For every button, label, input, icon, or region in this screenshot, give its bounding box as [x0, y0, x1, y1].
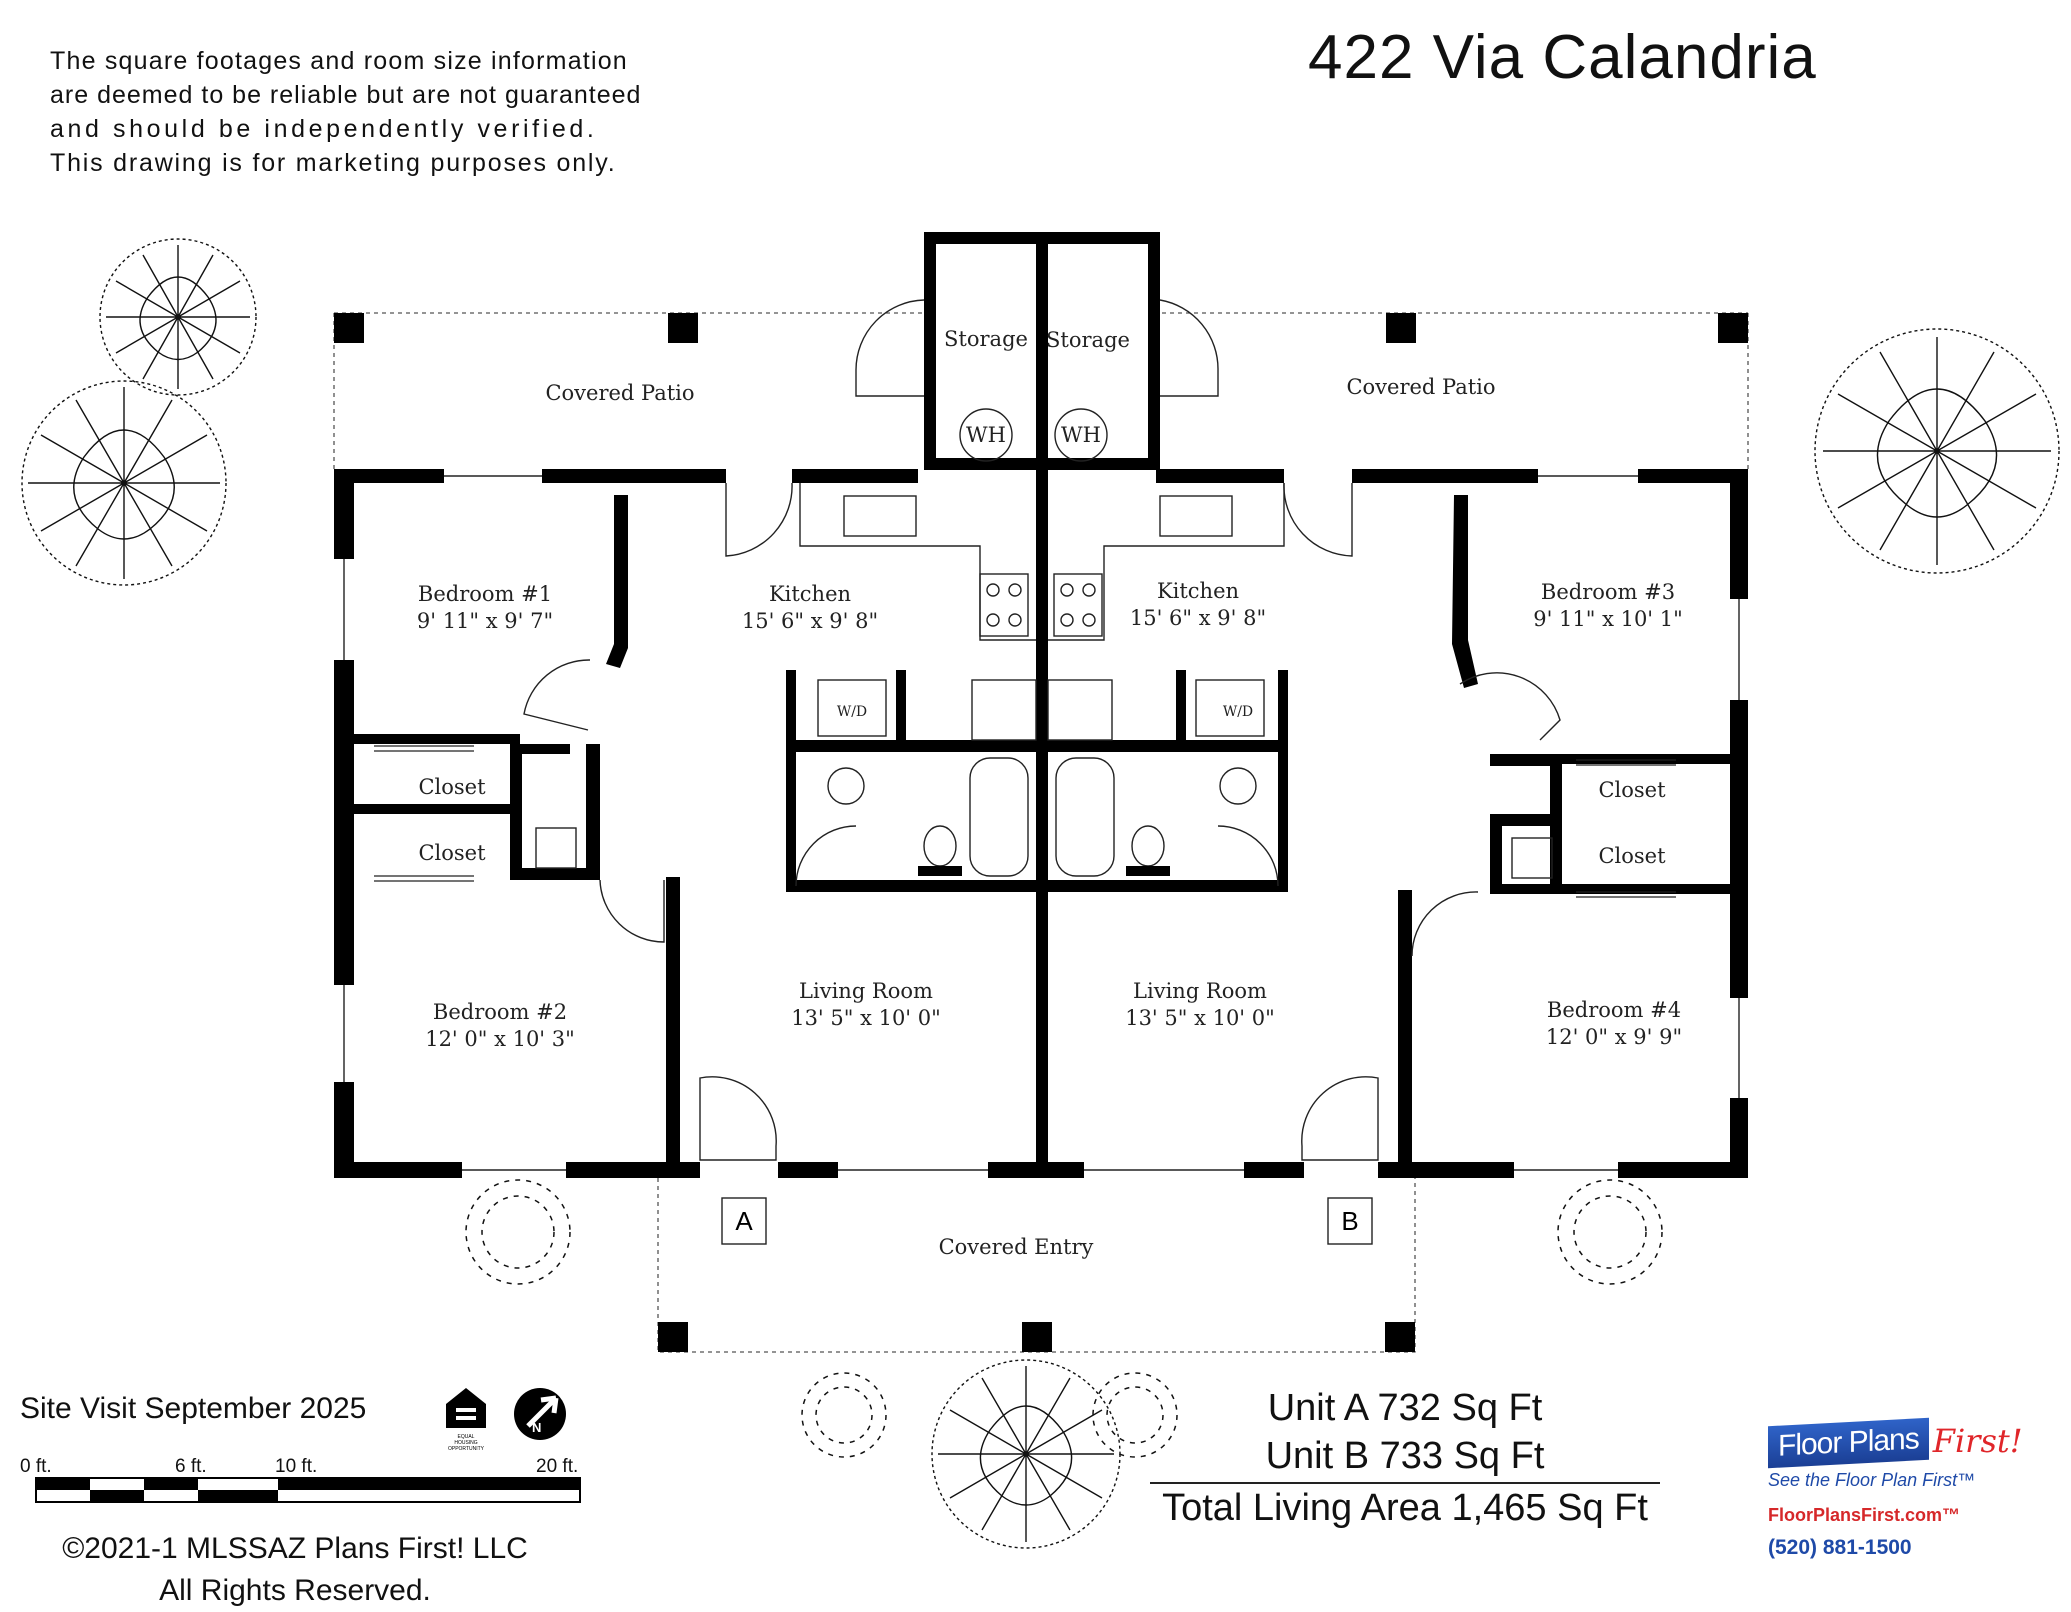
total-area: Total Living Area 1,465 Sq Ft: [1150, 1482, 1660, 1532]
room-name: Kitchen: [768, 582, 852, 606]
scale-label: 6 ft.: [175, 1456, 207, 1477]
room-size: 15' 6" x 9' 8": [741, 609, 879, 633]
covered-entry-label: Covered Entry: [938, 1235, 1094, 1259]
covered-patio-label: Covered Patio: [545, 381, 695, 405]
room-size: 9' 11" x 10' 1": [1533, 607, 1683, 631]
room-name: Living Room: [1133, 979, 1267, 1003]
svg-text:EQUAL: EQUAL: [457, 1434, 475, 1440]
closet-label: Closet: [418, 841, 486, 865]
brand-tagline: See the Floor Plan First™: [1768, 1470, 1976, 1490]
storage-label: Storage: [1046, 328, 1130, 352]
disclaimer-line: and should be independently verified.: [50, 115, 598, 143]
room-size: 15' 6" x 9' 8": [1129, 606, 1267, 630]
disclaimer-line: are deemed to be reliable but are not guaranteed: [50, 81, 642, 109]
washer-dryer-label: W/D: [1222, 704, 1254, 720]
north-arrow-icon: [514, 1388, 566, 1440]
copyright: [0, 1528, 590, 1612]
disclaimer-line: This drawing is for marketing purposes only.: [50, 149, 617, 177]
equal-housing-icon: [446, 1388, 486, 1452]
brand-url: FloorPlansFirst.com™: [1768, 1505, 1961, 1525]
brand-first: First!: [1932, 1422, 2023, 1460]
scale-label: 20 ft.: [536, 1456, 579, 1477]
closet-label: Closet: [1598, 844, 1666, 868]
room-name: Kitchen: [1156, 579, 1240, 603]
room-size: 13' 5" x 10' 0": [791, 1006, 941, 1030]
room-size: 12' 0" x 9' 9": [1545, 1025, 1683, 1049]
closet-label: Closet: [1598, 778, 1666, 802]
room-size: 12' 0" x 10' 3": [425, 1027, 575, 1051]
room-size: 13' 5" x 10' 0": [1125, 1006, 1275, 1030]
property-title: 422 Via Calandria: [1308, 23, 1817, 92]
site-visit-date: Site Visit September 2025: [20, 1392, 367, 1425]
tree-icon: [100, 239, 256, 395]
svg-text:HOUSING: HOUSING: [454, 1440, 478, 1446]
unit-b-area: Unit B 733 Sq Ft: [1265, 1435, 1545, 1477]
svg-text:N: N: [532, 1420, 542, 1435]
copyright-line: All Rights Reserved.: [159, 1574, 431, 1607]
scale-label: 10 ft.: [275, 1456, 318, 1477]
water-heater-label: WH: [1061, 423, 1101, 447]
room-name: Living Room: [799, 979, 933, 1003]
disclaimer-line: The square footages and room size information: [50, 47, 628, 75]
brand-name: Floor Plans: [1768, 1418, 1929, 1468]
tree-icon: [1815, 329, 2059, 573]
unit-a-marker: A: [735, 1206, 753, 1236]
tree-icon: [22, 381, 226, 585]
room-name: Bedroom #1: [417, 582, 553, 606]
tree-icon: [932, 1360, 1120, 1548]
closet-label: Closet: [418, 775, 486, 799]
water-heater-label: WH: [966, 423, 1006, 447]
room-name: Bedroom #3: [1540, 580, 1676, 604]
unit-a-area: Unit A 732 Sq Ft: [1267, 1387, 1543, 1429]
unit-b-marker: B: [1341, 1206, 1359, 1236]
svg-text:OPPORTUNITY: OPPORTUNITY: [447, 1446, 485, 1452]
room-name: Bedroom #2: [432, 1000, 568, 1024]
scale-bar: [36, 1478, 580, 1502]
floor-plans-first-logo: [1768, 1422, 2028, 1560]
covered-patio-label: Covered Patio: [1346, 375, 1496, 399]
copyright-line: ©2021-1 MLSSAZ Plans First! LLC: [62, 1532, 528, 1565]
storage-label: Storage: [944, 327, 1028, 351]
brand-phone: (520) 881-1500: [1768, 1536, 1912, 1559]
square-footage-summary: [1150, 1384, 1660, 1532]
washer-dryer-label: W/D: [836, 704, 868, 720]
room-size: 9' 11" x 9' 7": [416, 609, 554, 633]
scale-label: 0 ft.: [20, 1456, 52, 1477]
room-name: Bedroom #4: [1546, 998, 1682, 1022]
